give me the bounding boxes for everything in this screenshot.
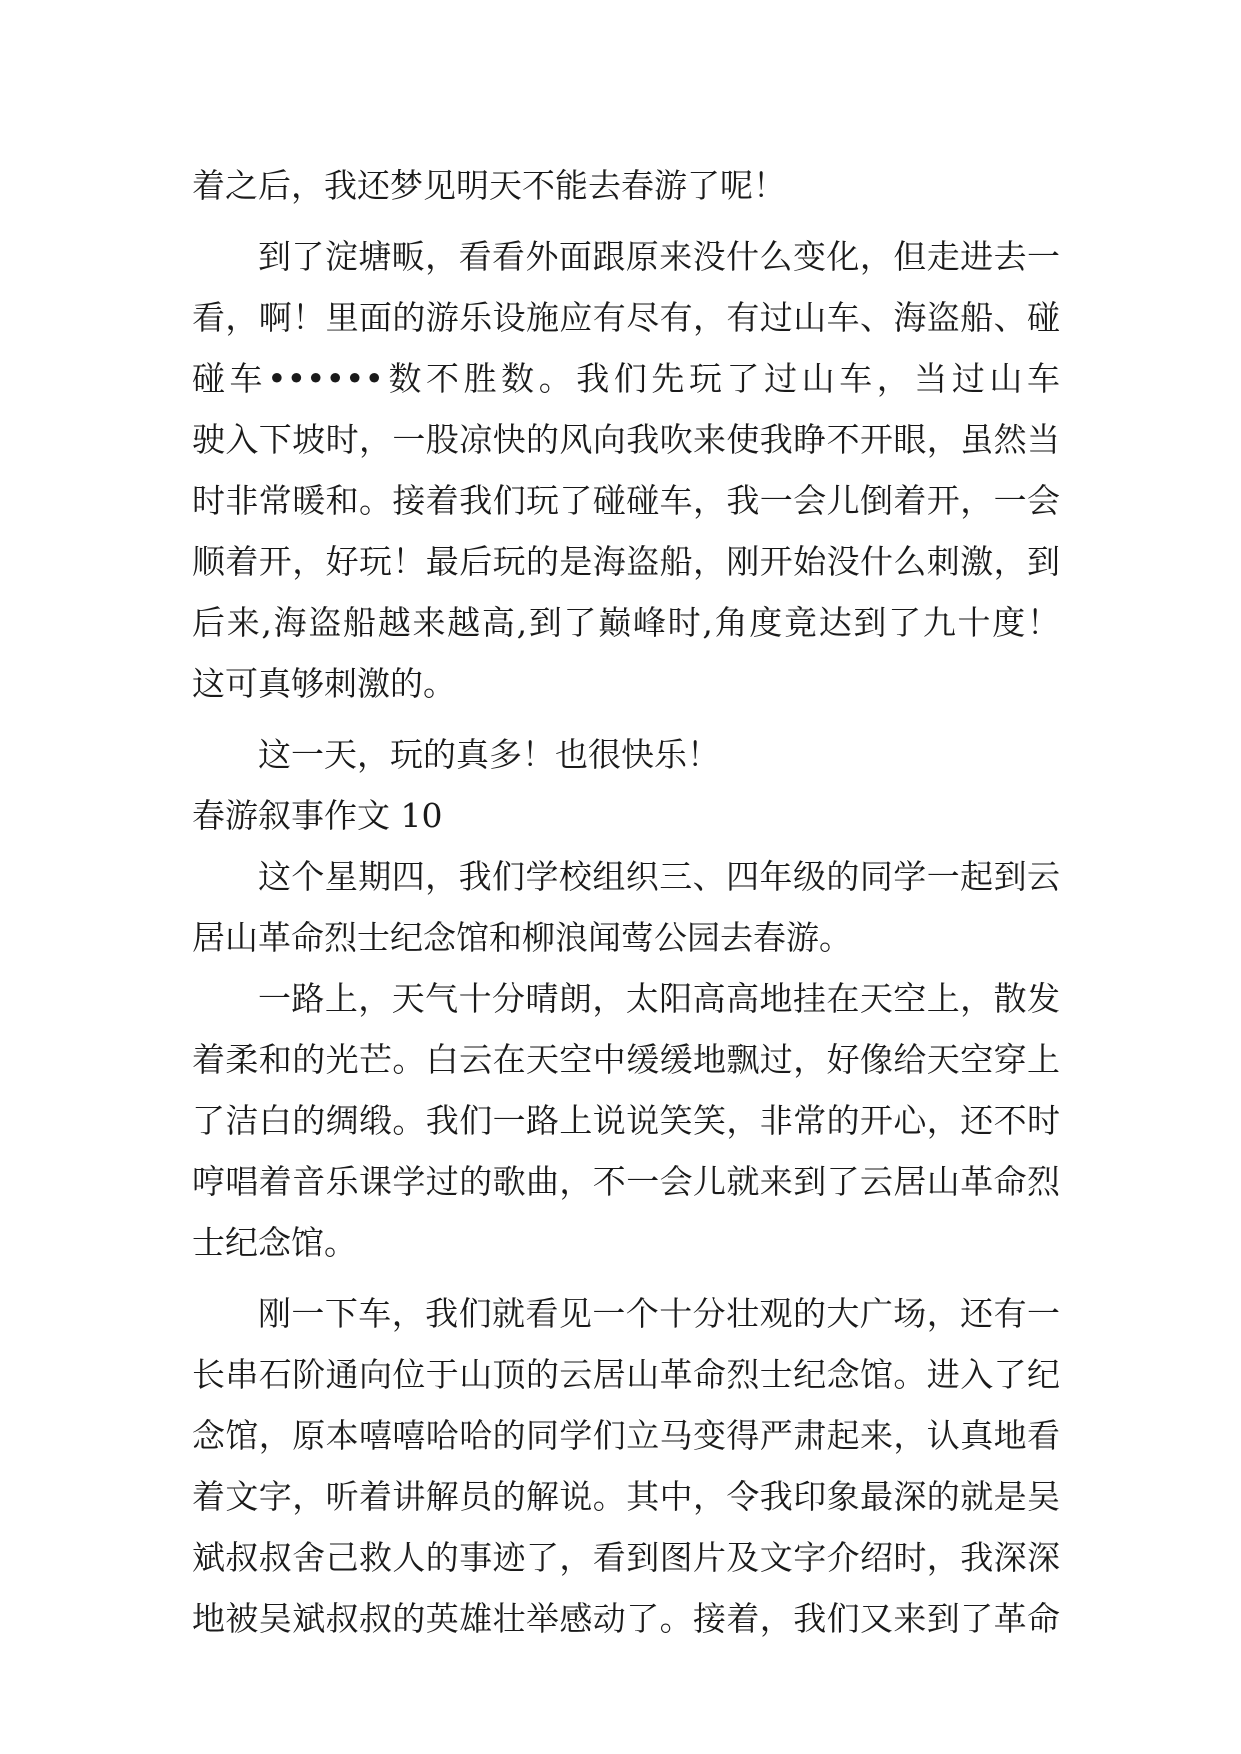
paragraph-6 — [192, 1283, 1060, 1649]
text-line: 居山革命烈士纪念馆和柳浪闻莺公园去春游。 — [192, 918, 852, 957]
text-line: 驶入下坡时，一股凉快的风向我吹来使我睁不开眼，虽然当 — [192, 420, 1060, 459]
paragraph-4 — [192, 846, 1060, 968]
text-line: 这一天，玩的真多！也很快乐！ — [258, 735, 720, 774]
text-line: 念馆，原本嘻嘻哈哈的同学们立马变得严肃起来，认真地看 — [192, 1416, 1060, 1455]
text-line: 碰车••••••数不胜数。我们先玩了过山车，当过山车 — [192, 359, 1060, 398]
text-line: 看，啊！里面的游乐设施应有尽有，有过山车、海盗船、碰 — [192, 298, 1060, 337]
text-line: 士纪念馆。 — [192, 1223, 357, 1262]
paragraph-1 — [192, 155, 1060, 216]
text-line: 到了淀塘畈，看看外面跟原来没什么变化，但走进去一 — [258, 237, 1060, 276]
paragraph-gap — [192, 216, 1060, 226]
paragraph-3 — [192, 724, 1060, 785]
text-line: 了洁白的绸缎。我们一路上说说笑笑，非常的开心，还不时 — [192, 1101, 1060, 1140]
text-line: 地被吴斌叔叔的英雄壮举感动了。接着，我们又来到了革命 — [192, 1599, 1060, 1638]
text-line: 时非常暖和。接着我们玩了碰碰车，我一会儿倒着开，一会 — [192, 481, 1060, 520]
paragraph-gap — [192, 1273, 1060, 1283]
text-line: 哼唱着音乐课学过的歌曲，不一会儿就来到了云居山革命烈 — [192, 1162, 1060, 1201]
document-page — [192, 155, 1060, 1649]
text-line: 刚一下车，我们就看见一个十分壮观的大广场，还有一 — [258, 1294, 1060, 1333]
paragraph-5 — [192, 968, 1060, 1273]
text-line: 一路上，天气十分晴朗，太阳高高地挂在天空上，散发 — [258, 979, 1060, 1018]
text-line: 这可真够刺激的。 — [192, 664, 456, 703]
text-line: 着文字，听着讲解员的解说。其中，令我印象最深的就是吴 — [192, 1477, 1060, 1516]
text-line: 后来,海盗船越来越高,到了巅峰时,角度竟达到了九十度！ — [192, 603, 1060, 642]
paragraph-2 — [192, 226, 1060, 714]
text-line: 斌叔叔舍己救人的事迹了，看到图片及文字介绍时，我深深 — [192, 1538, 1060, 1577]
text-line: 这个星期四，我们学校组织三、四年级的同学一起到云 — [258, 857, 1060, 896]
section-heading: 春游叙事作文 10 — [192, 796, 443, 835]
text-line: 长串石阶通向位于山顶的云居山革命烈士纪念馆。进入了纪 — [192, 1355, 1060, 1394]
text-line: 顺着开，好玩！最后玩的是海盗船，刚开始没什么刺激，到 — [192, 542, 1060, 581]
text-line: 着柔和的光芒。白云在天空中缓缓地飘过，好像给天空穿上 — [192, 1040, 1060, 1079]
text-line: 着之后，我还梦见明天不能去春游了呢！ — [192, 166, 786, 205]
paragraph-gap — [192, 714, 1060, 724]
